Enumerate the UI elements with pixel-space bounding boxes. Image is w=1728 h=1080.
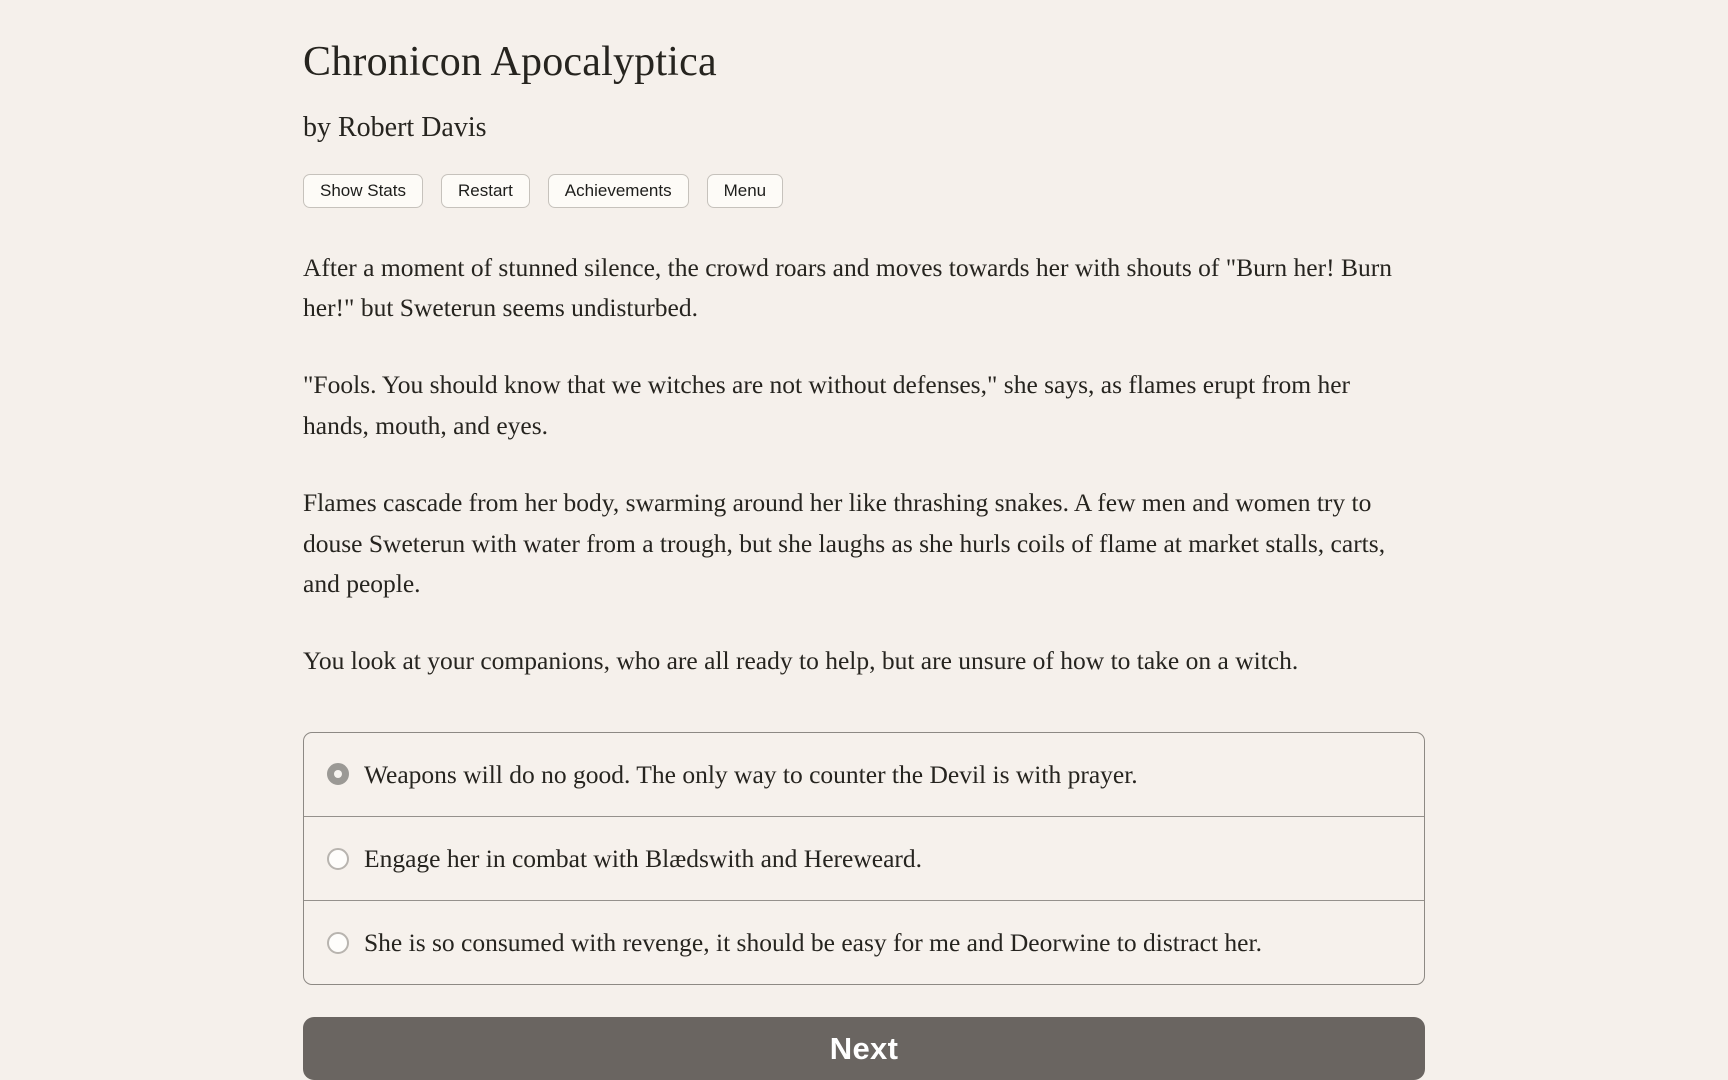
- story-paragraph: You look at your companions, who are all ready to help, but are unsure of how to take on a witch.: [303, 646, 1299, 676]
- next-button[interactable]: Next: [303, 1017, 1425, 1080]
- byline: by Robert Davis: [303, 112, 487, 143]
- radio-selected-icon[interactable]: [327, 763, 349, 785]
- menu-button[interactable]: Menu: [707, 174, 784, 208]
- page-title: Chronicon Apocalyptica: [303, 39, 717, 85]
- story-paragraph: "Fools. You should know that we witches are not without defenses," she says, as flames erupt from her hands, mouth, and eyes.: [303, 370, 1351, 440]
- story-paragraph: After a moment of stunned silence, the crowd roars and moves towards her with shouts of "Burn her! Burn her!" but Sweterun seems undisturbed.: [303, 252, 1392, 323]
- story-text: [303, 248, 1425, 682]
- story-paragraph: Flames cascade from her body, swarming around her like thrashing snakes. A few men and women try to douse Sweterun with water from a trough, but she laughs as she hurls coils of flame at market stalls, carts, and people.: [303, 487, 1386, 599]
- radio-unselected-icon[interactable]: [327, 932, 349, 954]
- choice-label: Weapons will do no good. The only way to counter the Devil is with prayer.: [364, 759, 1138, 789]
- choice-list: [303, 732, 1425, 985]
- restart-button[interactable]: Restart: [441, 174, 530, 208]
- choice-option-prayer[interactable]: [304, 733, 1424, 816]
- choice-label: She is so consumed with revenge, it should be easy for me and Deorwine to distract her.: [364, 928, 1262, 958]
- toolbar: [303, 174, 1425, 208]
- choice-label: Engage her in combat with Blædswith and Hereweard.: [364, 844, 923, 874]
- choice-option-combat[interactable]: [304, 816, 1424, 900]
- game-page: [303, 0, 1425, 1080]
- choice-option-distract[interactable]: [304, 900, 1424, 984]
- show-stats-button[interactable]: Show Stats: [303, 174, 423, 208]
- achievements-button[interactable]: Achievements: [548, 174, 689, 208]
- radio-unselected-icon[interactable]: [327, 848, 349, 870]
